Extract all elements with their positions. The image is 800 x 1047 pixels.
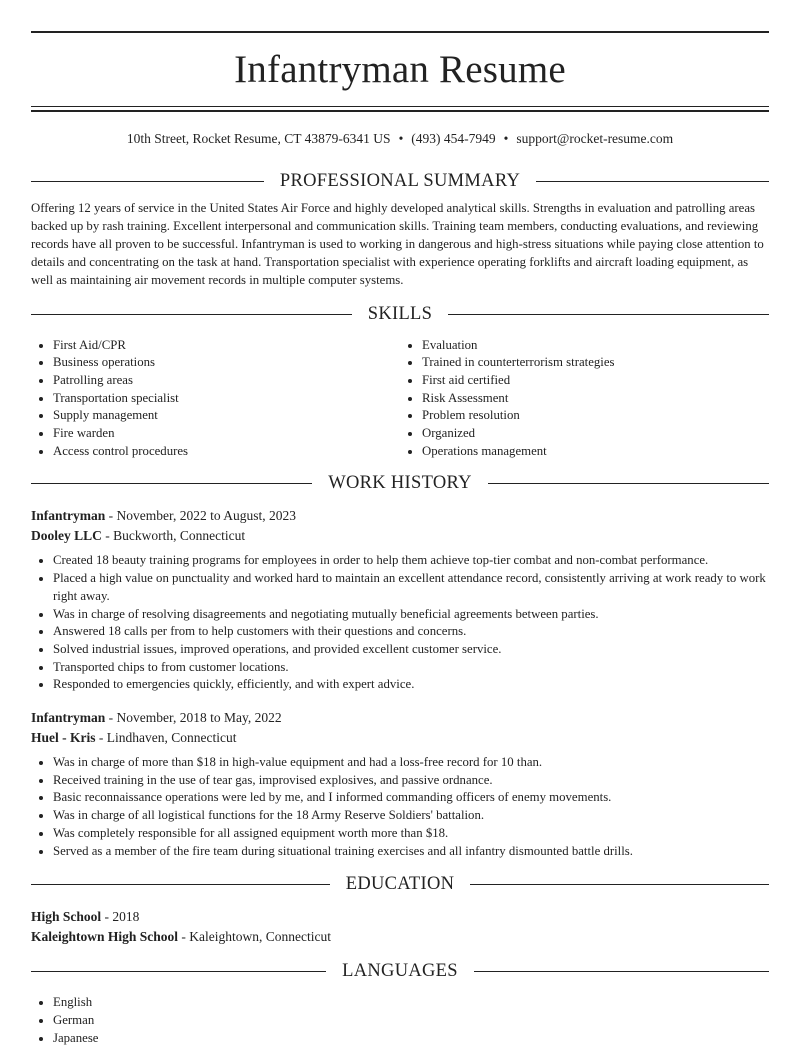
summary-heading xyxy=(31,170,769,192)
language-item: • English xyxy=(53,994,769,1012)
job-duty-item: • Placed a high value on punctuality and worked hard to maintain an excellent attendance record, consistently arriving at work ready to work right away. xyxy=(53,570,769,605)
skill-item: • First aid certified xyxy=(422,372,769,390)
job-duty-item: • Solved industrial issues, improved operations, and provided excellent customer service. xyxy=(53,641,769,659)
job-duty-item: • Answered 18 calls per from to help customers with their questions and concerns. xyxy=(53,623,769,641)
contact-email[interactable]: support@rocket-resume.com xyxy=(516,131,674,146)
heading-rule-left xyxy=(31,971,326,972)
job-duty-item: • Transported chips to from customer locations. xyxy=(53,659,769,677)
heading-rule-right xyxy=(470,884,769,885)
education-entry xyxy=(31,907,769,947)
skill-item: • Operations management xyxy=(422,443,769,461)
languages-list xyxy=(31,994,769,1047)
education-location: - Kaleightown, Connecticut xyxy=(178,929,331,945)
skill-item: • Supply management xyxy=(53,407,400,425)
heading-rule-right xyxy=(448,314,769,315)
job-duty-item: • Was in charge of resolving disagreements and negotiating mutually beneficial agreements between parties. xyxy=(53,606,769,624)
skill-item: • Access control procedures xyxy=(53,443,400,461)
skill-item: • Problem resolution xyxy=(422,407,769,425)
job-role: Infantryman xyxy=(31,710,106,726)
job-duties-list xyxy=(31,754,769,860)
languages-heading-label: LANGUAGES xyxy=(342,960,458,981)
job-entry xyxy=(31,708,769,860)
summary-heading-label: PROFESSIONAL SUMMARY xyxy=(279,170,521,191)
skills-list-right xyxy=(400,337,769,461)
contact-line xyxy=(31,130,769,148)
skills-heading xyxy=(31,304,769,326)
education-year: - 2018 xyxy=(101,909,140,925)
education-school: Kaleightown High School xyxy=(31,929,179,945)
job-company: Dooley LLC xyxy=(31,528,102,544)
contact-separator: • xyxy=(398,131,404,146)
title-double-rule xyxy=(31,106,769,112)
skills-list-left xyxy=(31,337,400,461)
language-item: • Japanese xyxy=(53,1030,769,1047)
languages-section xyxy=(31,994,769,1047)
job-duty-item: • Responded to emergencies quickly, efficiently, and with expert advice. xyxy=(53,676,769,694)
skill-item: • Evaluation xyxy=(422,337,769,355)
job-dates: - November, 2022 to August, 2023 xyxy=(105,508,296,524)
contact-phone: (493) 454-7949 xyxy=(411,131,496,146)
education-degree: High School xyxy=(31,909,102,925)
top-rule xyxy=(31,31,769,33)
work-history-list xyxy=(31,506,769,860)
job-duty-item: • Was completely responsible for all assigned equipment worth more than $18. xyxy=(53,825,769,843)
heading-rule-left xyxy=(31,181,264,182)
skill-item: • Fire warden xyxy=(53,425,400,443)
job-duties-list xyxy=(31,552,769,694)
job-company-line xyxy=(31,728,769,748)
job-dates: - November, 2018 to May, 2022 xyxy=(105,710,282,726)
job-duty-item: • Was in charge of all logistical functions for the 18 Army Reserve Soldiers' battalion. xyxy=(53,807,769,825)
languages-heading xyxy=(31,960,769,982)
education-heading-label: EDUCATION xyxy=(345,873,455,894)
skill-item: • Patrolling areas xyxy=(53,372,400,390)
education-heading xyxy=(31,873,769,895)
job-duty-item: • Basic reconnaissance operations were led by me, and I informed commanding officers of enemy movements. xyxy=(53,789,769,807)
skill-item: • Organized xyxy=(422,425,769,443)
work-heading-label: WORK HISTORY xyxy=(328,472,472,493)
heading-rule-left xyxy=(31,483,312,484)
job-role-line xyxy=(31,506,769,526)
heading-rule-right xyxy=(474,971,769,972)
skill-item: • Transportation specialist xyxy=(53,390,400,408)
job-duty-item: • Was in charge of more than $18 in high-value equipment and had a loss-free record for 10 than. xyxy=(53,754,769,772)
job-company-line xyxy=(31,526,769,546)
resume-title: Infantryman Resume xyxy=(234,48,566,91)
job-role-line xyxy=(31,708,769,728)
heading-rule-right xyxy=(488,483,769,484)
job-role: Infantryman xyxy=(31,508,106,524)
skills-heading-label: SKILLS xyxy=(367,304,433,325)
job-duty-item: • Created 18 beauty training programs for employees in order to help them achieve top-tier combat and non-combat performance. xyxy=(53,552,769,570)
language-item: • German xyxy=(53,1012,769,1030)
job-duty-item: • Served as a member of the fire team during situational training exercises and all infantry dismounted battle drills. xyxy=(53,843,769,861)
contact-separator: • xyxy=(503,131,509,146)
job-location: - Lindhaven, Connecticut xyxy=(95,730,237,746)
skill-item: • Trained in counterterrorism strategies xyxy=(422,354,769,372)
heading-rule-left xyxy=(31,884,330,885)
skill-item: • Business operations xyxy=(53,354,400,372)
work-heading xyxy=(31,472,769,494)
education-degree-line xyxy=(31,907,769,927)
job-entry xyxy=(31,506,769,694)
job-duty-item: • Received training in the use of tear gas, improvised explosives, and passive ordnance. xyxy=(53,772,769,790)
education-school-line xyxy=(31,927,769,947)
heading-rule-right xyxy=(536,181,769,182)
skill-item: • First Aid/CPR xyxy=(53,337,400,355)
skill-item: • Risk Assessment xyxy=(422,390,769,408)
resume-page xyxy=(31,0,769,1047)
job-location: - Buckworth, Connecticut xyxy=(101,528,246,544)
summary-text: Offering 12 years of service in the United States Air Force and highly developed analytical skills. Strengths in evaluation and patrolling areas backed up by rash training. Excellent interpersonal and communication skills. Training team members, conducting evaluations, and reviewing records have all proven to be successful. Infantryman is used to working in dangerous and high-stress situations while paying close attention to details and concentrating on the task at hand. Transportation specialist with experience operating forklifts and aircraft loading equipment, as well as maintaining air movement records in multiple computer systems. xyxy=(31,201,764,287)
contact-address: 10th Street, Rocket Resume, CT 43879-6341 US xyxy=(126,131,391,146)
skills-columns xyxy=(31,337,769,461)
heading-rule-left xyxy=(31,314,352,315)
job-company: Huel - Kris xyxy=(31,730,96,746)
